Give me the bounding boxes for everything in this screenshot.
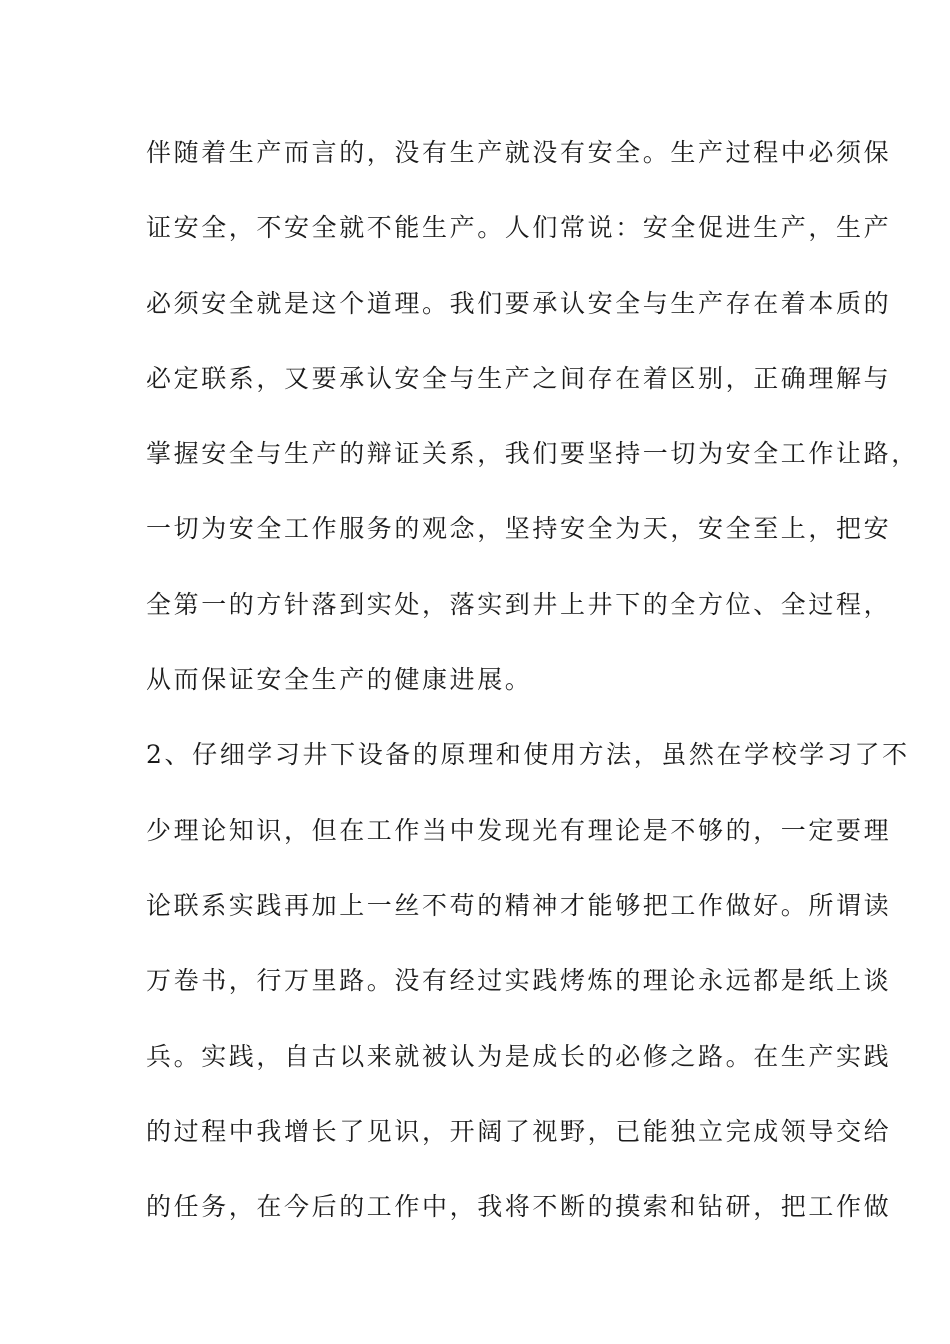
- text-line: 必须安全就是这个道理。我们要承认安全与生产存在着本质的: [146, 288, 892, 318]
- text-line: 兵。实践，自古以来就被认为是成长的必修之路。在生产实践: [146, 1041, 892, 1071]
- text-line: 的任务，在今后的工作中，我将不断的摸索和钻研，把工作做: [146, 1192, 892, 1222]
- text-line: 的过程中我增长了见识，开阔了视野，已能独立完成领导交给: [146, 1116, 892, 1146]
- text-line: 论联系实践再加上一丝不苟的精神才能够把工作做好。所谓读: [146, 890, 892, 920]
- text-line: 少理论知识，但在工作当中发现光有理论是不够的，一定要理: [146, 815, 892, 845]
- text-line: 2、仔细学习井下设备的原理和使用方法，虽然在学校学习了不: [146, 740, 910, 770]
- text-line: 万卷书，行万里路。没有经过实践烤炼的理论永远都是纸上谈: [146, 966, 892, 996]
- text-line: 全第一的方针落到实处，落实到井上井下的全方位、全过程，: [146, 589, 892, 619]
- text-line: 掌握安全与生产的辩证关系，我们要坚持一切为安全工作让路，: [146, 439, 919, 469]
- body-text: [146, 131, 919, 1260]
- text-line: 伴随着生产而言的，没有生产就没有安全。生产过程中必须保: [146, 138, 892, 167]
- text-line: 一切为安全工作服务的观念，坚持安全为天，安全至上，把安: [146, 514, 892, 544]
- text-line: 证安全，不安全就不能生产。人们常说：安全促进生产，生产: [146, 213, 892, 243]
- text-line: 必定联系，又要承认安全与生产之间存在着区别，正确理解与: [146, 363, 892, 393]
- text-line: 从而保证安全生产的健康进展。: [146, 665, 533, 695]
